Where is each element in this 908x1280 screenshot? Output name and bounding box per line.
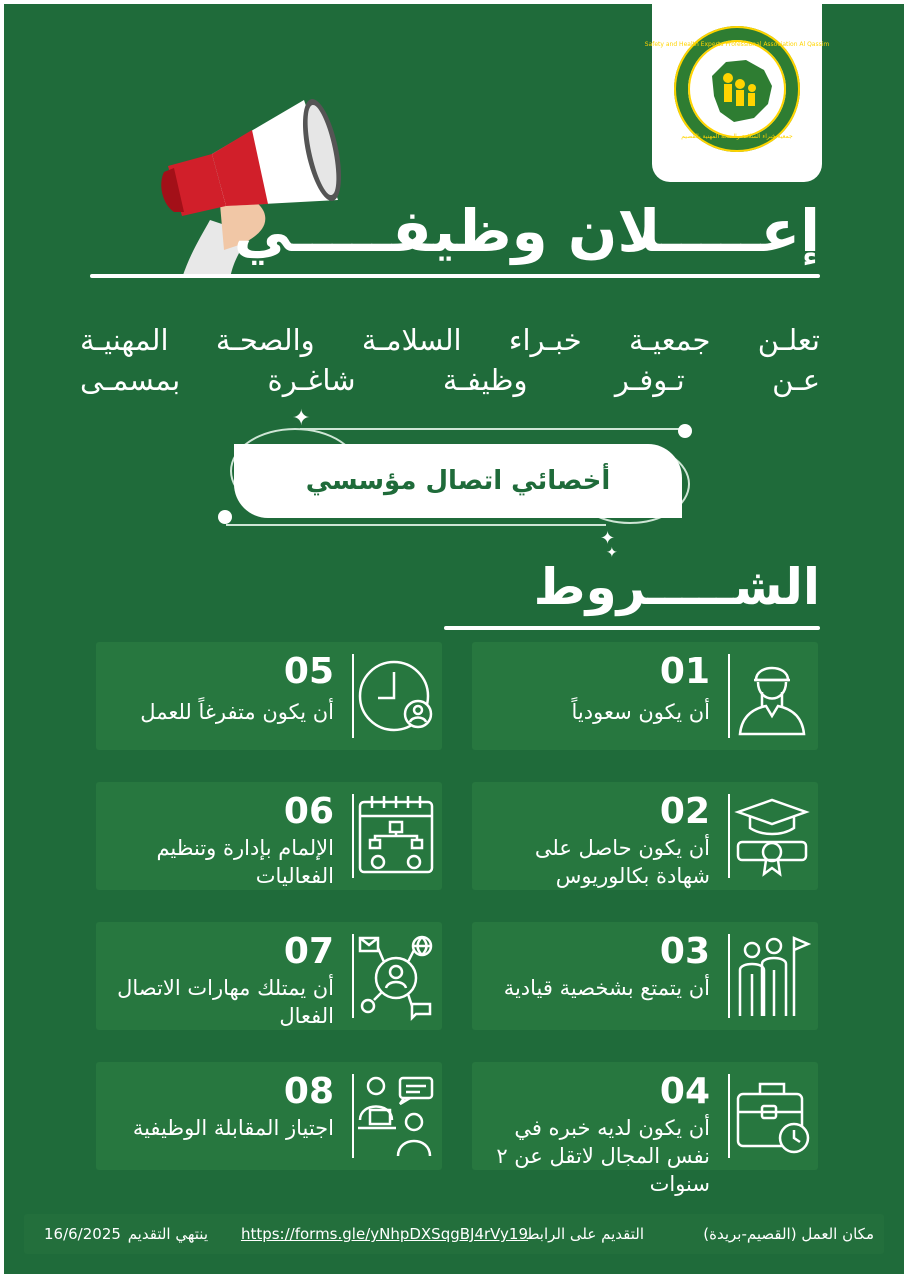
condition-card-06 <box>96 782 442 890</box>
condition-card-07 <box>96 922 442 1030</box>
divider <box>728 934 730 1018</box>
intro-text <box>80 320 820 400</box>
event-planning-icon <box>356 794 436 878</box>
condition-card-08 <box>96 1062 442 1170</box>
condition-text: اجتياز المقابلة الوظيفية <box>132 1116 334 1140</box>
condition-number: 08 <box>283 1071 334 1112</box>
divider <box>352 934 354 1018</box>
divider <box>728 1074 730 1158</box>
apply-label: التقديم على الرابط <box>525 1225 644 1243</box>
condition-card-03 <box>472 922 818 1030</box>
condition-number: 04 <box>659 1071 710 1112</box>
divider <box>352 1074 354 1158</box>
communication-network-icon <box>356 934 436 1018</box>
condition-text: أن يكون متفرغاً للعمل <box>140 700 334 724</box>
job-title-pill <box>234 444 682 518</box>
decor-dot-right <box>678 424 692 438</box>
logo-box <box>644 4 830 182</box>
conditions-underline <box>444 626 820 630</box>
intro-line-1: تعلـن جمعيـة خبـراء السلامـة والصحـة المهنيـة <box>80 323 820 357</box>
conditions-title: الشـــــروط <box>533 558 820 616</box>
condition-text: أن يكون سعودياً <box>571 700 710 724</box>
intro-line-2: عـن تـوفـر وظيفـة شاغـرة بمسمـى <box>80 363 820 397</box>
sparkle-icon: ✦ <box>600 528 616 549</box>
briefcase-clock-icon <box>732 1074 812 1158</box>
interview-icon <box>356 1074 436 1158</box>
association-logo <box>644 26 830 152</box>
saudi-man-icon <box>732 654 812 738</box>
work-location: مكان العمل (القصيم-بريدة) <box>703 1225 874 1243</box>
decor-line-bottom <box>226 524 606 526</box>
divider <box>352 794 354 878</box>
deadline-date: 16/6/2025 <box>44 1225 121 1243</box>
condition-text: أن يمتلك مهارات الاتصال الفعال <box>117 976 334 1028</box>
sparkle-icon: ✦ <box>606 545 618 561</box>
condition-card-04 <box>472 1062 818 1196</box>
condition-number: 05 <box>283 651 334 692</box>
condition-card-01 <box>472 642 818 750</box>
decor-dot-left <box>218 510 232 524</box>
condition-number: 01 <box>659 651 710 692</box>
condition-card-02 <box>472 782 818 890</box>
application-link[interactable]: https://forms.gle/yNhpDXSqgBJ4rVy19 <box>240 1225 528 1243</box>
clock-person-icon <box>356 654 436 738</box>
divider <box>352 654 354 738</box>
deadline-label: ينتهي التقديم <box>127 1225 208 1243</box>
divider <box>728 794 730 878</box>
divider <box>728 654 730 738</box>
graduation-certificate-icon <box>732 794 812 878</box>
sparkle-icon: ✦ <box>292 406 311 431</box>
condition-number: 07 <box>283 931 334 972</box>
condition-text: أن يكون حاصل على شهادة بكالوريوس <box>534 836 710 888</box>
title-underline <box>90 274 820 278</box>
page-title: إعـــــلان وظيفـــــي <box>233 197 820 265</box>
logo-text-arabic: جمعية خبراء السلامة والصحة المهنية بالقصيم <box>681 133 793 140</box>
leadership-icon <box>732 934 812 1018</box>
poster <box>4 4 904 1274</box>
condition-text: الإلمام بإدارة وتنظيم الفعاليات <box>156 836 334 888</box>
condition-text: أن يتمتع بشخصية قيادية <box>503 976 710 1000</box>
condition-number: 03 <box>659 931 710 972</box>
footer-bar <box>24 1214 884 1254</box>
decor-line-top <box>300 428 680 430</box>
logo-text: Safety and Health Experts Professional Association Al Qassim <box>644 41 830 48</box>
job-title: أخصائي اتصال مؤسسي <box>305 466 611 496</box>
condition-text: أن يكون لديه خبره في نفس المجال لاتقل عن ٢ سنوات <box>496 1116 710 1196</box>
condition-number: 02 <box>659 791 710 832</box>
condition-number: 06 <box>283 791 334 832</box>
condition-card-05 <box>96 642 442 750</box>
